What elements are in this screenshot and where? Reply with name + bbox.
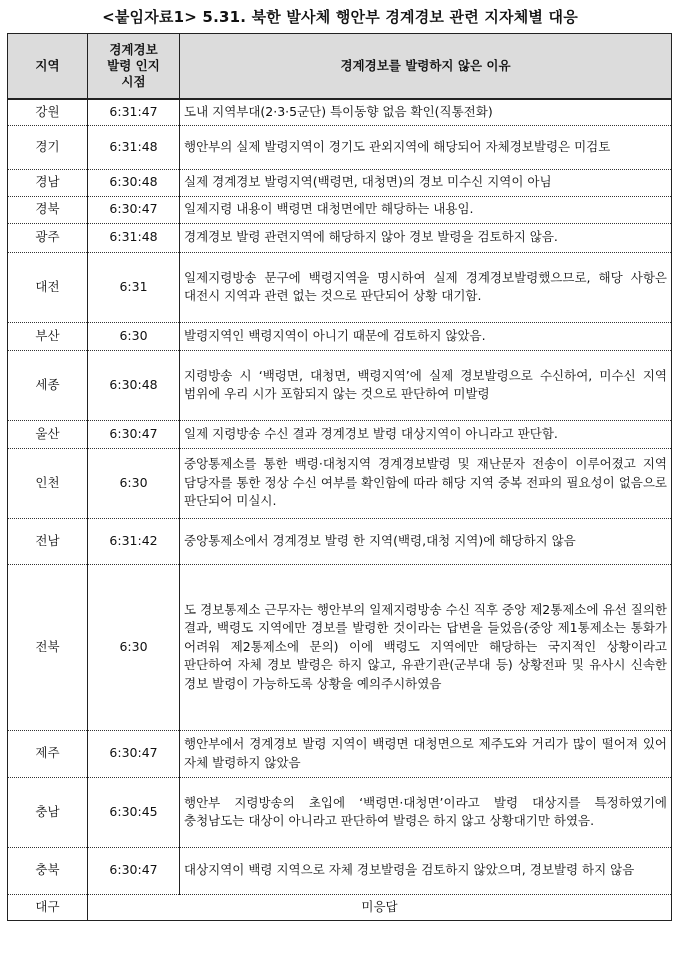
region-cell: 세종: [8, 350, 88, 420]
region-cell: 광주: [8, 223, 88, 252]
alert-time-cell: 6:30:47: [88, 847, 180, 894]
reason-cell: 일제 지령방송 수신 결과 경계경보 발령 대상지역이 아니라고 판단함.: [180, 420, 672, 448]
alert-time-cell: 6:30:48: [88, 169, 180, 196]
header-alert-time-line: 시점: [121, 74, 146, 90]
no-response-cell: 미응답: [88, 894, 672, 920]
header-alert-time-line: 발령 인지: [107, 57, 160, 73]
alert-time-cell: 6:30: [88, 564, 180, 730]
reason-cell: 일제지령 내용이 백령면 대청면에만 해당하는 내용임.: [180, 196, 672, 223]
region-cell: 경기: [8, 125, 88, 169]
reason-cell: 일제지령방송 문구에 백령지역을 명시하여 실제 경계경보발령했으므로, 해당 사항은 대전시 지역과 관련 없는 것으로 판단되어 상황 대기함.: [180, 252, 672, 322]
reason-cell: 실제 경계경보 발령지역(백령면, 대청면)의 경보 미수신 지역이 아님: [180, 169, 672, 196]
region-cell: 대구: [8, 894, 88, 920]
table-row: [8, 252, 672, 322]
table-row: [8, 518, 672, 564]
reason-cell: 도 경보통제소 근무자는 행안부의 일제지령방송 수신 직후 중앙 제2통제소에 유선 질의한 결과, 백령도 지역에만 경보를 발령한 것이라는 답변을 들었음(중앙 제1통제소는 통화가 어려워 제2통제소에 문의) 이에 백령도 지역에만 해당하는 국지적인 상황이라고 판단하여 자체 경보 발령은 하지 않고, 유관기관(군부대 등) 상황전파 및 유사시 신속한 경보 발령이 가능하도록 상황을 예의주시하였음: [180, 564, 672, 730]
reason-cell: 행안부의 실제 발령지역이 경기도 관외지역에 해당되어 자체경보발령은 미검토: [180, 125, 672, 169]
table-row: [8, 777, 672, 847]
region-cell: 대전: [8, 252, 88, 322]
reason-cell: 중앙통제소에서 경계경보 발령 한 지역(백령,대청 지역)에 해당하지 않음: [180, 518, 672, 564]
table-row: [8, 322, 672, 350]
header-region: 지역: [8, 34, 88, 100]
region-cell: 강원: [8, 99, 88, 125]
page-title: <붙임자료1> 5.31. 북한 발사체 행안부 경계경보 관련 지자체별 대응: [102, 8, 578, 26]
header-reason: 경계경보를 발령하지 않은 이유: [180, 34, 672, 100]
alert-time-cell: 6:31:48: [88, 125, 180, 169]
table-row: [8, 223, 672, 252]
header-alert-time-line: 경계경보: [109, 41, 158, 57]
alert-time-cell: 6:30:47: [88, 730, 180, 777]
alert-time-cell: 6:30:48: [88, 350, 180, 420]
table-row: [8, 169, 672, 196]
table-row: [8, 125, 672, 169]
region-cell: 충남: [8, 777, 88, 847]
reason-cell: 중앙통제소를 통한 백령·대청지역 경계경보발령 및 재난문자 전송이 이루어졌고 지역 담당자를 통한 정상 수신 여부를 확인함에 따라 해당 지역 중복 전파의 필요성이 없음으로 판단되어 미실시.: [180, 448, 672, 518]
alert-time-cell: 6:30:47: [88, 196, 180, 223]
region-cell: 경북: [8, 196, 88, 223]
reason-cell: 대상지역이 백령 지역으로 자체 경보발령을 검토하지 않았으며, 경보발령 하지 않음: [180, 847, 672, 894]
header-alert-time: [88, 34, 180, 100]
reason-cell: 경계경보 발령 관련지역에 해당하지 않아 경보 발령을 검토하지 않음.: [180, 223, 672, 252]
response-table: [7, 33, 672, 921]
region-cell: 전북: [8, 564, 88, 730]
alert-time-cell: 6:31:42: [88, 518, 180, 564]
table-row: [8, 730, 672, 777]
region-cell: 전남: [8, 518, 88, 564]
region-cell: 경남: [8, 169, 88, 196]
reason-cell: 행안부에서 경계경보 발령 지역이 백령면 대청면으로 제주도와 거리가 많이 떨어져 있어 자체 발령하지 않았음: [180, 730, 672, 777]
region-cell: 부산: [8, 322, 88, 350]
table-row: [8, 350, 672, 420]
alert-time-cell: 6:31:48: [88, 223, 180, 252]
table-row: [8, 448, 672, 518]
alert-time-cell: 6:30: [88, 322, 180, 350]
reason-cell: 지령방송 시 ‘백령면, 대청면, 백령지역’에 실제 경보발령으로 수신하여, 미수신 지역 범위에 우리 시가 포함되지 않는 것으로 판단하여 미발령: [180, 350, 672, 420]
table-row: [8, 564, 672, 730]
reason-cell: 발령지역인 백령지역이 아니기 때문에 검토하지 않았음.: [180, 322, 672, 350]
alert-time-cell: 6:30:45: [88, 777, 180, 847]
table-body: [8, 99, 672, 920]
alert-time-cell: 6:31: [88, 252, 180, 322]
region-cell: 충북: [8, 847, 88, 894]
table-row: [8, 847, 672, 894]
table-row: [8, 99, 672, 125]
table-row: [8, 894, 672, 920]
table-row: [8, 196, 672, 223]
alert-time-cell: 6:30:47: [88, 420, 180, 448]
reason-cell: 도내 지역부대(2·3·5군단) 특이동향 없음 확인(직통전화): [180, 99, 672, 125]
alert-time-cell: 6:31:47: [88, 99, 180, 125]
reason-cell: 행안부 지령방송의 초입에 ‘백령면·대청면’이라고 발령 대상지를 특정하였기에 충청남도는 대상이 아니라고 판단하여 발령은 하지 않고 상황대기만 하였음.: [180, 777, 672, 847]
region-cell: 제주: [8, 730, 88, 777]
alert-time-cell: 6:30: [88, 448, 180, 518]
region-cell: 울산: [8, 420, 88, 448]
table-row: [8, 420, 672, 448]
header-row: [8, 34, 672, 100]
region-cell: 인천: [8, 448, 88, 518]
